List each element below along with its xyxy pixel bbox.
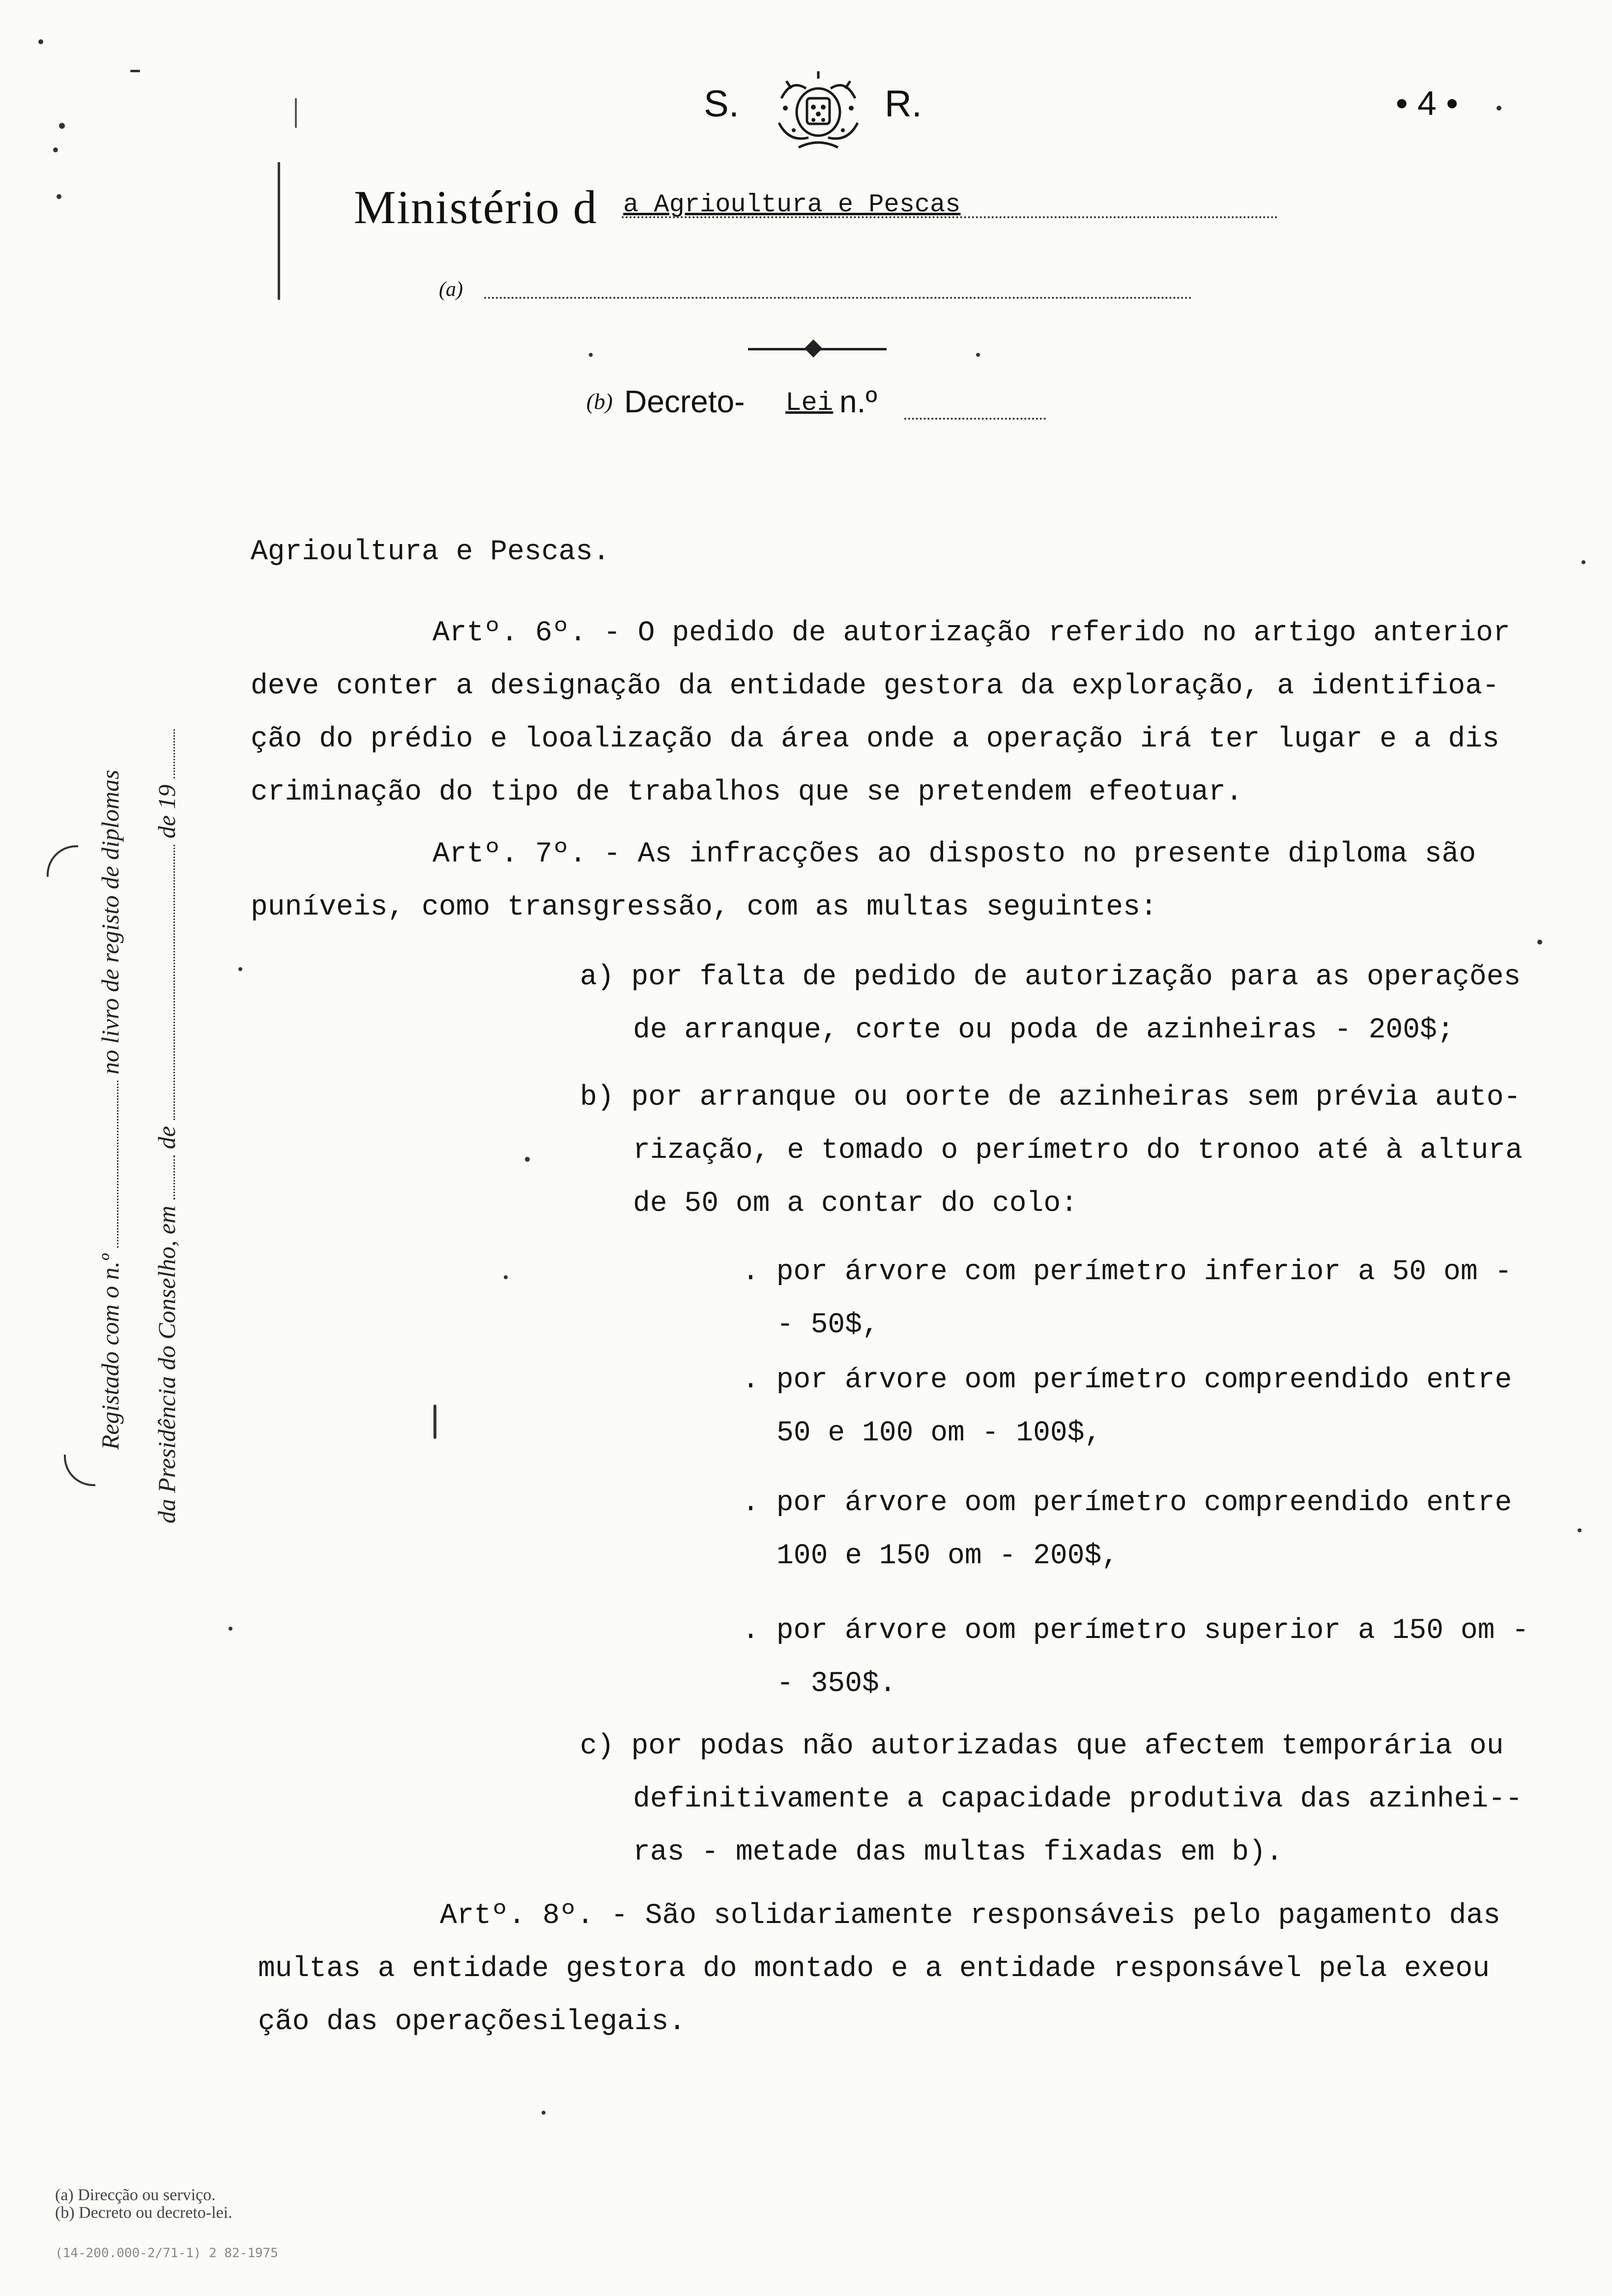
item-b-line-1: b) por arranque ou oorte de azinheiras sem prévia auto- [580,1082,1521,1114]
header-sr-left: S. [704,83,739,125]
continuation-line: Agrioultura e Pescas. [251,536,610,568]
article-6-line-2: deve conter a designação da entidade gestora da exploração, a identifioa- [251,670,1499,702]
margin-registration-text-b: no livro de registo de diplomas [96,770,124,1075]
coat-of-arms-emblem [772,69,865,152]
scan-speck [589,353,593,357]
scan-speck [130,70,140,72]
article-6-line-1: Artº. 6º. - O pedido de autorização referido no artigo anterior [432,617,1510,649]
header-sr-right: R. [885,83,922,125]
scan-speck [1537,940,1542,945]
margin-council-fill-3 [173,729,175,778]
bullet-4-line-2: - 350$. [777,1668,896,1700]
bullet-2-line-2: 50 e 100 om - 100$, [777,1417,1102,1449]
scan-speck [1582,560,1585,564]
article-6-line-4: criminação do tipo de trabalhos que se pretendem efeotuar. [251,776,1243,808]
footnote-b: (b) Decreto ou decreto-lei. [55,2204,232,2222]
margin-council-text-a: da Presidência do Conselho, em [153,1205,180,1523]
footnote-a: (a) Direcção ou serviço. [55,2186,216,2204]
scan-speck [59,123,65,129]
article-8-line-2: multas a entidade gestora do montado e a entidade responsável pela exeou [258,1953,1490,1985]
scan-speck [238,967,242,971]
article-8 [258,1890,1500,2049]
margin-bracket-top [47,845,78,877]
print-code: (14-200.000-2/71-1) 2 82-1975 [55,2246,278,2261]
scan-speck [57,194,61,199]
scan-speck [53,147,58,152]
bullet-4-line-1: . por árvore oom perímetro superior a 150 om - [742,1615,1529,1647]
scan-speck [38,39,43,44]
item-b-bullet-3 [742,1477,1512,1583]
scan-speck [525,1157,530,1162]
scan-speck [542,2111,546,2115]
item-a-line-2: de arranque, corte ou poda de azinheiras - 200$; [633,1014,1454,1046]
article-7 [251,828,1476,934]
item-c-line-1: c) por podas não autorizadas que afectem temporária ou [580,1730,1504,1762]
scan-speck [504,1275,508,1279]
article-7-line-2: puníveis, como transgressão, com as multas seguintes: [251,891,1157,923]
ministerio-name: a Agrioultura e Pescas [623,190,961,219]
field-a-label: (a) [439,278,463,301]
margin-council-text-c: de 19 [153,784,180,839]
margin-council-text-b: de [153,1126,180,1149]
scan-speck [1578,1528,1582,1532]
bullet-3-line-1: . por árvore oom perímetro compreendido entre [742,1487,1512,1519]
item-c-line-2: definitivamente a capacidade produtiva das azinhei-- [633,1783,1523,1815]
bullet-3-line-2: 100 e 150 om - 200$, [777,1540,1119,1572]
article-6 [251,607,1510,819]
item-b-bullet-4 [742,1605,1529,1711]
scan-speck [433,1405,436,1439]
ministerio-label: Ministério d [354,181,598,233]
item-b-bullet-2 [742,1354,1512,1460]
field-a-dotted-line [484,297,1192,299]
decreto-suffix: n.º [839,384,877,419]
scan-speck [976,353,980,357]
decreto-label: Decreto- [624,384,745,419]
margin-council-fill-2 [173,845,175,1120]
header-vertical-rule-top [295,98,297,128]
header-vertical-rule [278,162,280,300]
article-6-line-3: ção do prédio e looalização da área onde a operação irá ter lugar e a dis [251,723,1499,755]
article-8-line-1: Artº. 8º. - São solidariamente responsáveis pelo pagamento das [440,1900,1500,1932]
item-b-bullet-1 [742,1246,1512,1352]
item-b-line-2: rização, e tomado o perímetro do tronoo até à altura [633,1135,1523,1167]
margin-council-fill-1 [173,1155,175,1200]
scan-speck [229,1627,232,1631]
margin-registration-text-a: Registado com o n.º [96,1254,124,1450]
page-number: • 4 • [1396,84,1458,122]
bullet-1-line-2: - 50$, [777,1309,879,1341]
bullet-1-line-1: . por árvore com perímetro inferior a 50 om - [742,1256,1512,1288]
article-7-line-1: Artº. 7º. - As infracções ao disposto no presente diploma são [432,838,1476,870]
article-8-line-3: ção das operaçõesilegais. [258,2006,686,2038]
ornament-diamond [805,340,823,358]
decreto-typed: Lei [785,388,834,418]
item-c-line-3: ras - metade das multas fixadas em b). [633,1837,1283,1868]
decreto-prefix: (b) [586,389,613,414]
article-7-item-b [580,1071,1523,1231]
margin-bracket-bottom [64,1455,95,1486]
decreto-dotted-line [904,418,1046,420]
margin-registration-line-2 [152,729,181,1523]
margin-registration-line-1 [96,770,124,1450]
scan-speck [1497,106,1501,111]
item-a-line-1: a) por falta de pedido de autorização para as operações [580,961,1521,993]
article-7-item-c [580,1720,1523,1879]
item-b-line-3: de 50 om a contar do colo: [633,1188,1078,1220]
bullet-2-line-1: . por árvore oom perímetro compreendido entre [742,1364,1512,1396]
article-7-item-a [580,951,1521,1057]
margin-registration-fill-1 [117,1081,118,1248]
ministerio-dotted-line [622,216,1278,218]
